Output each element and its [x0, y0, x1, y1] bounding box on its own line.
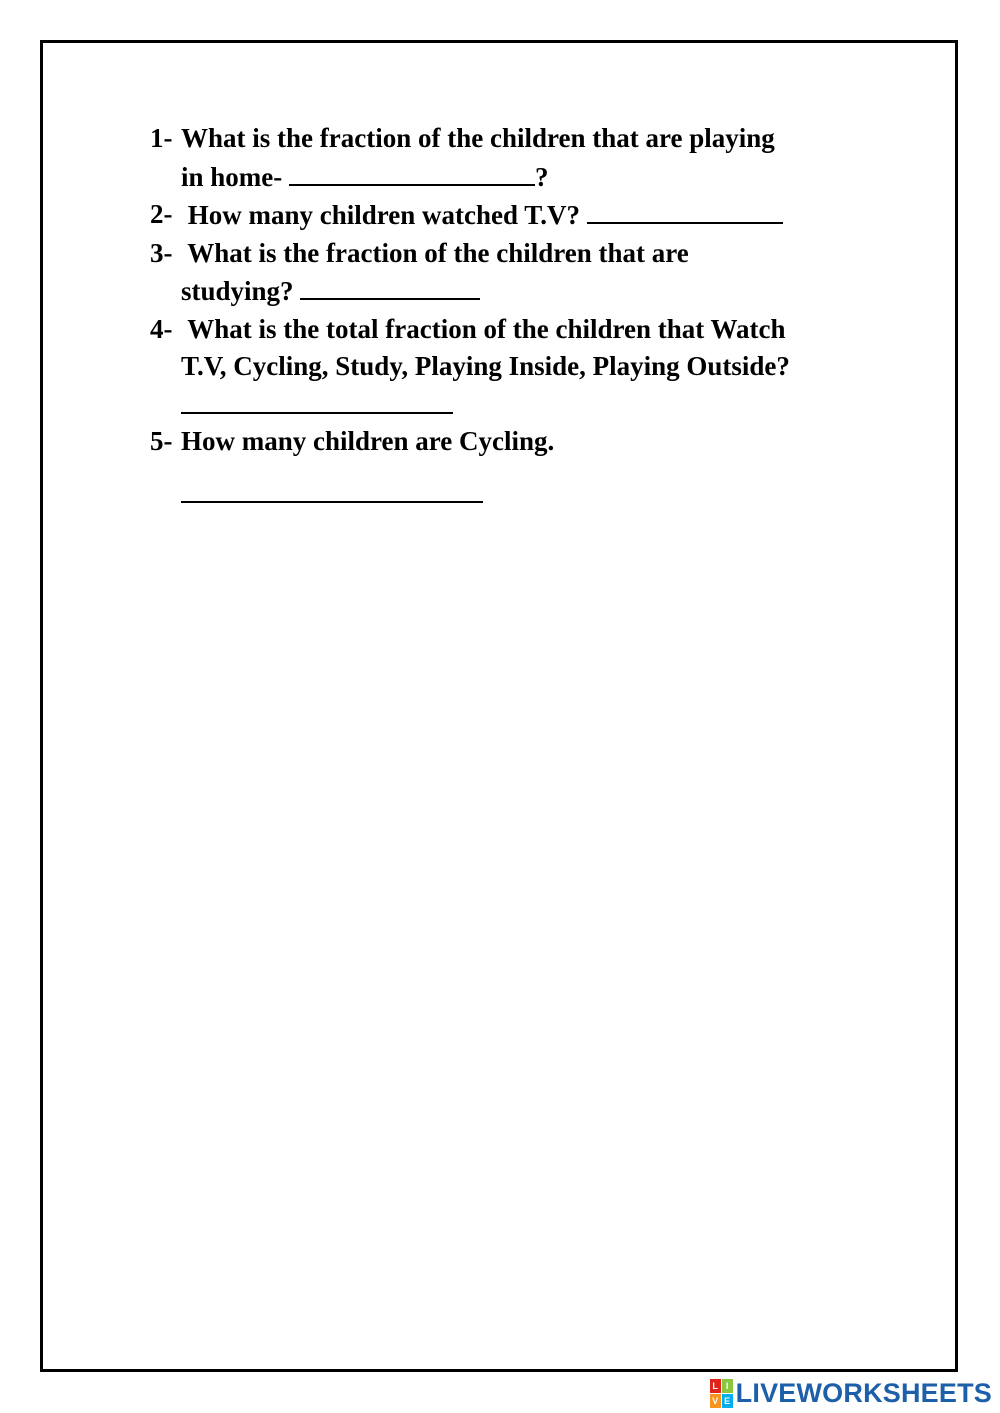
question-text: What is the fraction of the children that are playing [181, 123, 775, 153]
logo-letter: E [722, 1394, 733, 1408]
question-list [150, 120, 890, 512]
question-3 [150, 235, 890, 311]
question-text: What is the total fraction of the children that Watch [181, 313, 786, 344]
question-text: How many children are Cycling. [181, 426, 555, 456]
logo-text: LIVEWORKSHEETS [735, 1378, 992, 1408]
question-text: How many children watched T.V? [181, 200, 587, 230]
logo-letter: L [710, 1379, 721, 1393]
question-number: 4- [150, 313, 173, 344]
question-number: 1- [150, 123, 173, 153]
question-4 [150, 311, 890, 424]
question-text-cont: in home- [181, 161, 289, 192]
question-5 [150, 423, 890, 512]
logo-letter: I [722, 1379, 733, 1393]
question-2 [150, 196, 890, 235]
question-text-cont: studying? [181, 276, 301, 306]
question-number: 2- [150, 199, 173, 229]
answer-blank-2[interactable] [587, 196, 783, 224]
question-text-cont: T.V, Cycling, Study, Playing Inside, Playing Outside? [181, 351, 790, 381]
question-number: 5- [150, 426, 173, 456]
question-1 [150, 120, 890, 196]
logo-mark-icon [710, 1379, 733, 1408]
liveworksheets-logo [710, 1378, 992, 1409]
logo-letter: V [710, 1394, 721, 1408]
answer-blank-5[interactable] [181, 475, 483, 503]
question-text: What is the fraction of the children that are [181, 237, 689, 268]
question-suffix: ? [535, 161, 549, 192]
question-number: 3- [150, 237, 173, 268]
answer-blank-4[interactable] [181, 386, 453, 414]
answer-blank-1[interactable] [289, 158, 535, 186]
answer-blank-3[interactable] [300, 272, 480, 300]
